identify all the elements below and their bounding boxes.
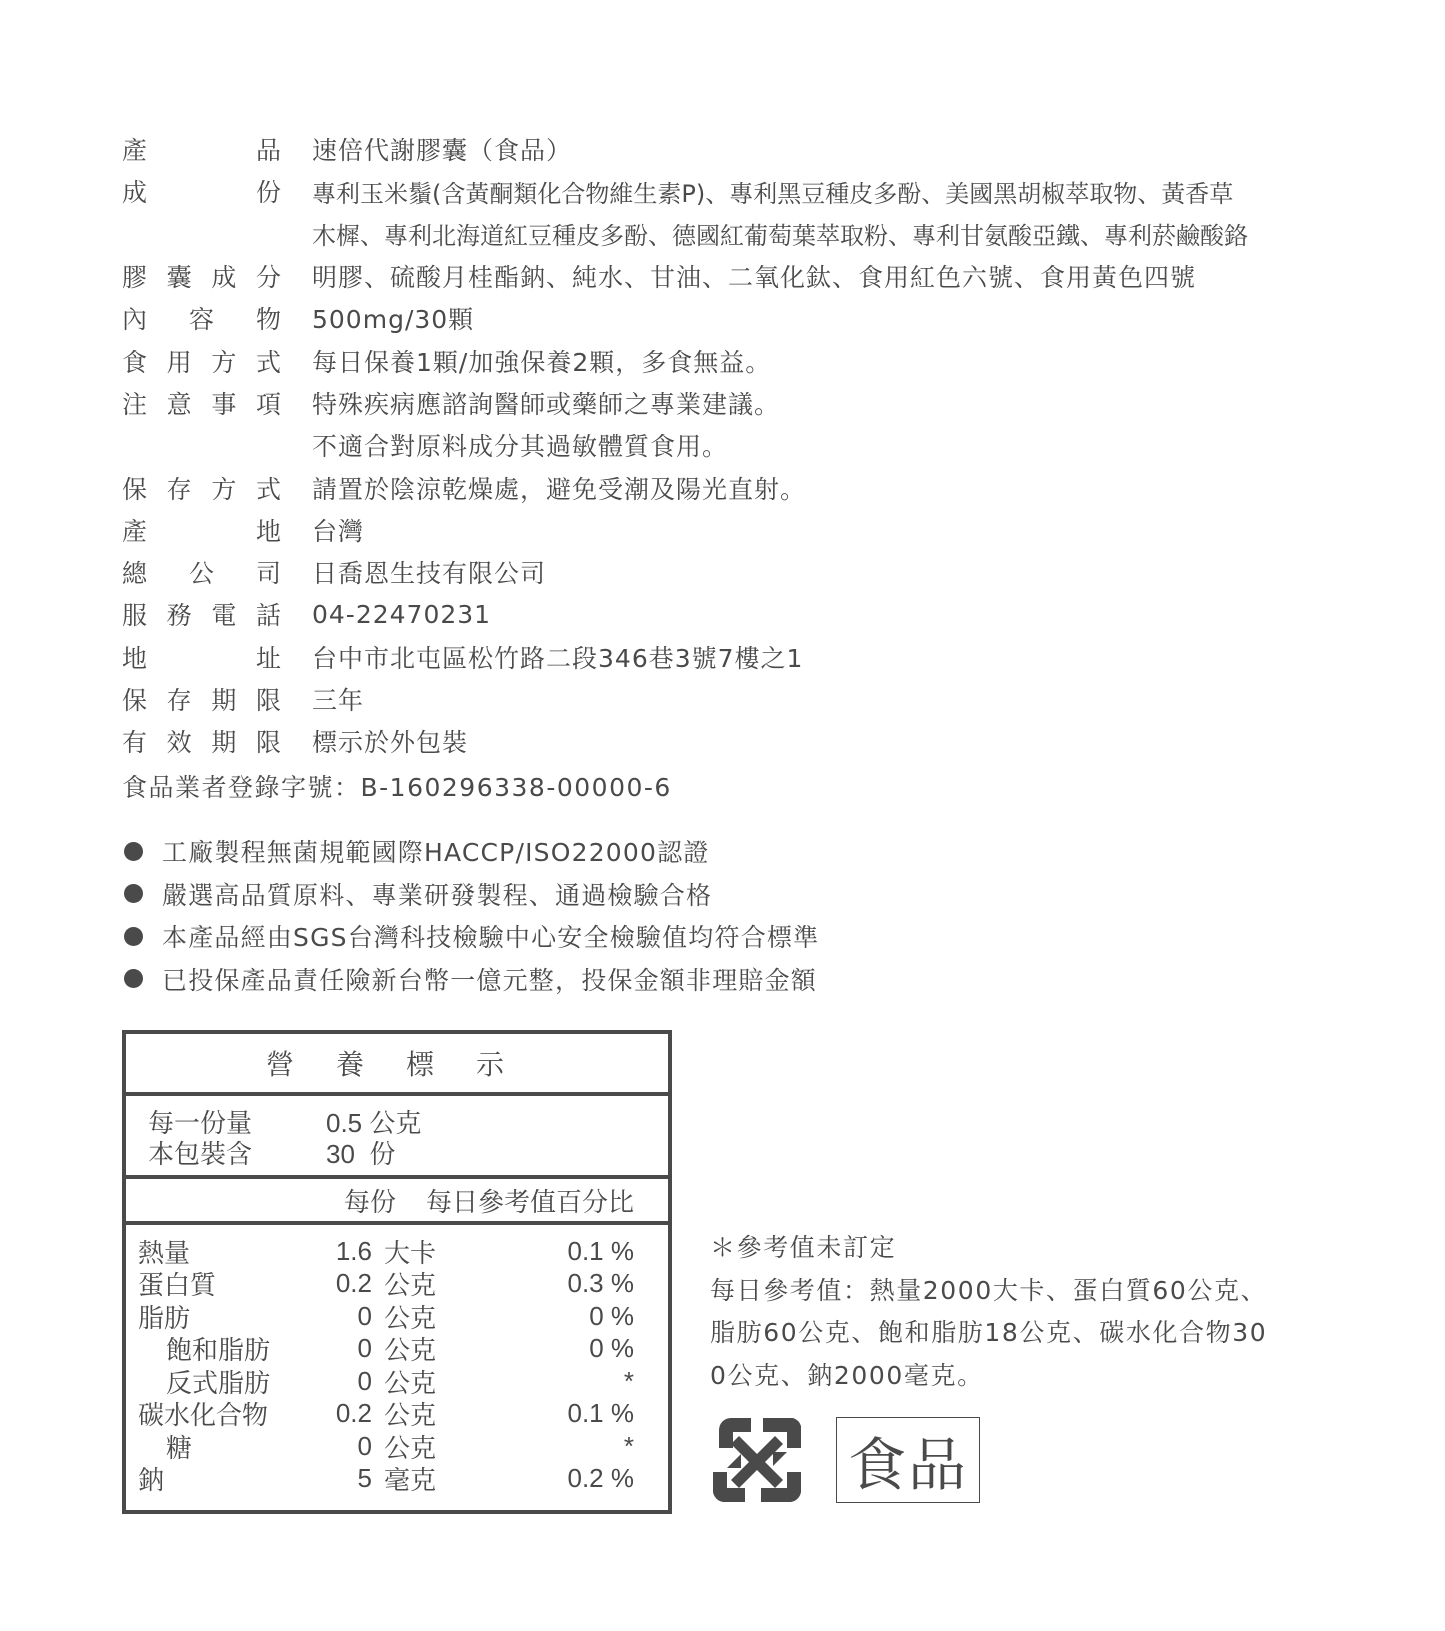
nutrient-amount: 0 [357,1430,372,1461]
label-char: 項 [255,389,282,419]
label-char: 公 [188,559,215,589]
nutrient-amount: 0.2 [335,1268,372,1299]
label-char: 保 [122,474,149,504]
nutrient-unit: 公克 [384,1335,437,1366]
bullet-dot-icon [124,842,143,861]
column-headers [126,1179,668,1225]
bullet-dot-icon [124,884,143,903]
info-label [122,173,282,209]
label-char: 分 [255,263,282,293]
info-value: 500mg/30顆 [312,305,475,335]
label-char: 方 [211,347,238,377]
info-label [122,554,282,590]
info-row [122,255,1342,297]
info-label [122,639,282,675]
nutrient-unit: 公克 [384,1400,437,1431]
info-row [122,551,1342,593]
nutrient-amount: 0 [357,1365,372,1396]
nutrition-title [126,1034,668,1096]
label-char: 物 [255,305,282,335]
info-value: 特殊疾病應諮詢醫師或藥師之專業建議。 [312,389,781,419]
label-char: 地 [255,516,282,546]
info-row [122,213,1342,255]
label-char: 限 [255,686,282,715]
info-value: 標示於外包裝 [312,728,469,758]
serving-size-label: 每一份量 [148,1108,253,1138]
nutrient-name: 蛋白質 [138,1270,217,1301]
info-label [122,300,282,336]
nutrient-row [138,1365,668,1398]
info-value: 不適合對原料成分其過敏體質食用。 [312,432,729,462]
note-line: 每日參考值：熱量2000大卡、蛋白質60公克、 [710,1275,1268,1305]
nutrient-unit: 公克 [384,1302,437,1333]
label-char: 期 [211,728,238,758]
nutrient-daily-pct: 0.2 % [567,1463,634,1494]
title-char: 養 [336,1049,365,1080]
info-label [122,343,282,379]
info-label [122,512,282,548]
label-char: 話 [255,601,282,631]
certification-item [124,915,819,958]
label-char: 存 [166,474,193,504]
label-char: 保 [122,686,149,715]
info-value: 木樨、專利北海道紅豆種皮多酚、德國紅葡萄葉萃取粉、專利甘氨酸亞鐵、專利菸鹼酸鉻 [312,222,1248,251]
certification-item [124,873,819,916]
nutrient-rows [126,1225,668,1495]
food-mark-text: 食品 [847,1431,968,1499]
label-char: 產 [122,136,149,166]
info-row [122,424,1342,466]
nutrient-name: 鈉 [138,1465,165,1496]
nutrient-row [138,1235,668,1268]
certification-text: 已投保產品責任險新台幣一億元整，投保金額非理賠金額 [162,965,818,995]
label-char: 膠 [122,263,149,293]
info-value: 日喬恩生技有限公司 [312,559,547,589]
label-char: 囊 [166,263,193,293]
label-char: 容 [188,305,215,335]
label-char: 食 [122,347,149,377]
nutrient-unit: 公克 [384,1432,437,1463]
logos [711,1414,980,1506]
nutrient-unit: 公克 [384,1367,437,1398]
certification-item [124,830,819,873]
info-row [122,593,1342,635]
info-row [122,636,1342,678]
label-char: 式 [255,347,282,377]
nutrient-row [138,1333,668,1366]
info-label [122,385,282,421]
nutrient-name: 碳水化合物 [138,1400,269,1431]
label-char: 產 [122,516,149,546]
label-char: 品 [255,136,282,166]
info-value: 明膠、硫酸月桂酯鈉、純水、甘油、二氧化鈦、食用紅色六號、食用黃色四號 [312,263,1197,293]
info-row [122,170,1342,212]
recycle-icon [711,1414,803,1506]
label-char: 效 [166,728,193,758]
label-char: 有 [122,728,149,758]
label-char: 期 [211,686,238,715]
label-char: 成 [122,178,149,208]
info-label [122,470,282,506]
info-value: 台灣 [312,516,365,546]
label-char: 址 [255,643,282,673]
nutrient-amount: 5 [357,1463,372,1494]
nutrition-facts-table [122,1030,672,1514]
info-label [122,131,282,167]
nutrient-row [138,1300,668,1333]
label-char: 方 [211,474,238,504]
title-char: 營 [266,1049,295,1080]
nutrient-name: 飽和脂肪 [166,1335,271,1366]
certification-text: 工廠製程無菌規範國際HACCP/ISO22000認證 [162,838,710,868]
daily-reference-notes [710,1225,1267,1395]
nutrient-row [138,1398,668,1431]
nutrient-daily-pct: 0 % [589,1300,634,1331]
label-char: 服 [122,601,149,631]
bullet-dot-icon [124,969,143,988]
info-value: 請置於陰涼乾燥處，避免受潮及陽光直射。 [312,474,807,504]
label-char: 地 [122,643,149,673]
nutrient-amount: 1.6 [335,1235,372,1266]
nutrient-daily-pct: * [623,1430,634,1461]
serving-info [126,1096,668,1179]
nutrient-name: 脂肪 [138,1302,191,1333]
note-line: 脂肪60公克、飽和脂肪18公克、碳水化合物30 [710,1318,1268,1348]
info-label [122,596,282,632]
nutrient-row [138,1430,668,1463]
label-char: 用 [166,347,193,377]
label-char: 限 [255,728,282,758]
info-row [122,382,1342,424]
info-label [122,681,282,717]
nutrient-daily-pct: 0.1 % [567,1235,634,1266]
label-char: 份 [255,178,282,208]
nutrient-daily-pct: 0.3 % [567,1268,634,1299]
label-char: 存 [166,686,193,715]
label-char: 意 [166,389,193,419]
label-char: 事 [211,389,238,419]
info-value: 專利玉米鬚(含黃酮類化合物維生素P)、專利黑豆種皮多酚、美國黑胡椒萃取物、黃香草 [312,179,1234,208]
nutrient-unit: 公克 [384,1270,437,1301]
food-mark [836,1417,980,1503]
title-char: 示 [476,1049,505,1080]
info-value: 每日保養1顆/加強保養2顆，多食無益。 [312,347,772,377]
label-char: 務 [166,601,193,631]
label-char: 電 [211,601,238,631]
note-line: 0公克、鈉2000毫克。 [710,1360,984,1390]
certification-item [124,958,819,1001]
certification-text: 嚴選高品質原料、專業研發製程、通過檢驗合格 [162,880,713,910]
nutrient-amount: 0.2 [335,1398,372,1429]
info-row [122,339,1342,381]
info-row [122,297,1342,339]
nutrient-name: 熱量 [138,1237,191,1268]
registration-number: 食品業者登錄字號：B-160296338-00000-6 [122,773,672,803]
info-value: 台中市北屯區松竹路二段346巷3號7樓之1 [312,643,804,673]
label-char: 司 [255,559,282,589]
info-row [122,509,1342,551]
nutrient-row [138,1268,668,1301]
info-label [122,723,282,759]
daily-pct-header: 每日參考值百分比 [426,1186,635,1217]
nutrient-row [138,1463,668,1496]
info-row [122,466,1342,508]
info-value: 04-22470231 [312,599,492,629]
info-row [122,720,1342,762]
nutrient-unit: 大卡 [384,1237,437,1268]
label-char: 式 [255,474,282,504]
serving-size-value: 0.5 公克 [326,1108,422,1138]
label-char: 內 [122,305,149,335]
per-serving-header: 每份 [344,1186,397,1217]
certification-text: 本產品經由SGS台灣科技檢驗中心安全檢驗值均符合標準 [162,923,820,953]
info-value: 速倍代謝膠囊（食品） [312,136,573,166]
certification-list [124,830,819,1000]
nutrient-amount: 0 [357,1300,372,1331]
product-info [122,128,1342,808]
nutrient-daily-pct: 0 % [589,1333,634,1364]
nutrient-name: 反式脂肪 [166,1367,271,1398]
servings-value: 30 份 [326,1139,396,1169]
info-value: 三年 [312,686,365,715]
nutrient-unit: 毫克 [384,1465,437,1496]
nutrient-name: 糖 [166,1432,193,1463]
bullet-dot-icon [124,927,143,946]
label-char: 注 [122,389,149,419]
label-char: 成 [211,263,238,293]
label-char: 總 [122,559,149,589]
info-label [122,258,282,294]
info-row [122,678,1342,720]
servings-label: 本包裝含 [148,1139,253,1169]
nutrient-amount: 0 [357,1333,372,1364]
nutrient-daily-pct: * [623,1365,634,1396]
nutrient-daily-pct: 0.1 % [567,1398,634,1429]
info-row [122,128,1342,170]
title-char: 標 [406,1049,435,1080]
note-line: ＊參考值未訂定 [710,1233,897,1263]
